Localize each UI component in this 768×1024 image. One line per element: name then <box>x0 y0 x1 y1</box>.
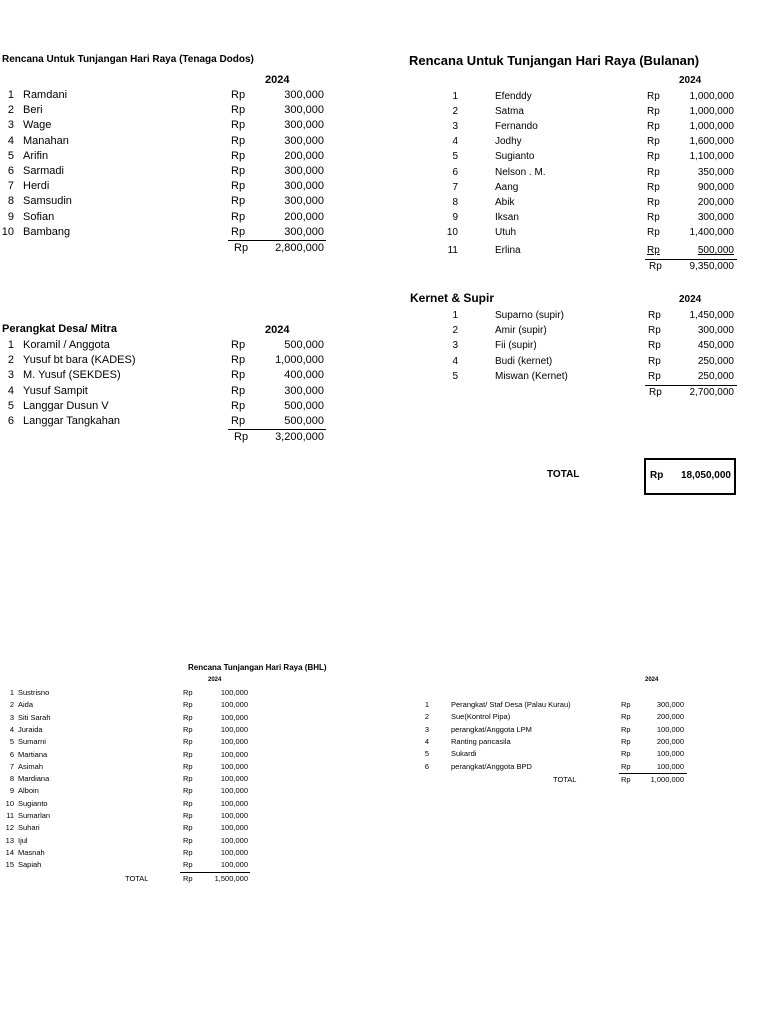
dodos-row-currency: Rp <box>231 180 246 193</box>
grand-total-box <box>644 458 736 495</box>
grand-total-currency: Rp <box>650 470 664 481</box>
dodos-row-number: 8 <box>7 195 14 208</box>
dodos-row-amount: 300,000 <box>284 89 324 101</box>
bulanan-row-number: 4 <box>452 136 458 148</box>
kernet-row-amount: 450,000 <box>697 340 734 352</box>
bulanan-row-currency: Rp <box>647 151 660 163</box>
dodos-row-amount: 300,000 <box>284 225 324 238</box>
staf-row-name: Ranting pancasila <box>451 736 511 746</box>
kernet-row-number: 5 <box>452 370 458 382</box>
desa-row-currency: Rp <box>231 384 246 397</box>
bhl-row-currency: Rp <box>183 786 193 796</box>
bhl-row-currency: Rp <box>183 761 193 771</box>
bhl-row-name: Juraida <box>18 724 43 734</box>
bhl-row-number: 3 <box>9 712 14 722</box>
bhl-row-number: 9 <box>9 786 14 796</box>
desa-row-currency: Rp <box>231 369 246 382</box>
staf-row-amount: 200,000 <box>656 736 684 746</box>
bulanan-row-number: 5 <box>452 151 458 163</box>
bhl-row-name: Asimah <box>18 761 44 771</box>
bhl-row-number: 8 <box>9 774 14 784</box>
kernet-total-divider <box>645 385 737 386</box>
bhl-row-name: Sugianto <box>18 798 48 808</box>
bulanan-total-divider <box>645 259 737 260</box>
desa-row-amount: 1,000,000 <box>275 354 324 367</box>
staf-row-currency: Rp <box>621 712 631 722</box>
bulanan-row-currency: Rp <box>647 196 660 208</box>
desa-row-amount: 300,000 <box>284 384 324 397</box>
staf-row-amount: 200,000 <box>656 712 684 722</box>
bhl-row-currency: Rp <box>183 811 193 820</box>
staf-total-currency: Rp <box>621 774 631 784</box>
bhl-row-number: 11 <box>6 811 14 820</box>
bhl-row-name: Sustrisno <box>18 688 50 697</box>
bulanan-row-number: 8 <box>452 196 458 208</box>
dodos-row-amount: 300,000 <box>284 165 324 177</box>
dodos-row-amount: 300,000 <box>284 104 324 117</box>
bulanan-row-number: 10 <box>446 226 458 238</box>
bulanan-row-number: 7 <box>452 181 458 193</box>
bhl-row-number: 5 <box>9 737 14 747</box>
bhl-row-name: Sumarni <box>18 737 46 747</box>
dodos-row-number: 7 <box>7 180 14 193</box>
bhl-row-name: Sumarlan <box>18 811 51 820</box>
dodos-row-amount: 300,000 <box>284 134 324 147</box>
bhl-row-number: 6 <box>9 749 14 759</box>
bhl-row-number: 13 <box>5 835 14 845</box>
bhl-row-number: 10 <box>5 798 14 808</box>
staf-row-name: perangkat/Anggota BPD <box>451 761 532 771</box>
grand-total-label: TOTAL <box>547 469 580 480</box>
bhl-row-name: Mardiana <box>18 774 50 784</box>
kernet-row-name: Budi (kernet) <box>495 355 553 367</box>
dodos-title: Rencana Untuk Tunjangan Hari Raya (Tenaga Dodos) <box>2 54 254 65</box>
bulanan-year: 2024 <box>679 75 702 86</box>
bulanan-row-name: Efenddy <box>495 91 532 102</box>
bhl-row-name: Alboin <box>18 786 39 796</box>
kernet-row-name: Suparno (supir) <box>495 310 564 321</box>
desa-year: 2024 <box>265 324 290 336</box>
kernet-row-name: Fii (supir) <box>495 340 537 352</box>
desa-row-name: Langgar Tangkahan <box>23 415 121 427</box>
staf-row-name: Perangkat/ Staf Desa (Palau Kurau) <box>451 700 571 709</box>
bulanan-row-amount: 500,000 <box>697 245 734 256</box>
kernet-row-amount: 300,000 <box>697 325 734 337</box>
bulanan-row-amount: 1,400,000 <box>689 226 734 238</box>
staf-row-name: Sue(Kontrol Pipa) <box>451 712 511 722</box>
dodos-row-name: Bambang <box>23 225 71 238</box>
kernet-row-currency: Rp <box>648 325 661 337</box>
bhl-row-amount: 100,000 <box>220 774 248 784</box>
kernet-year: 2024 <box>679 294 702 305</box>
staf-year: 2024 <box>645 677 659 683</box>
kernet-total-amount: 2,700,000 <box>689 387 734 398</box>
staf-total-amount: 1,000,000 <box>650 774 684 784</box>
bulanan-row-name: Nelson . M. <box>495 166 546 178</box>
staf-row-number: 1 <box>424 700 429 709</box>
kernet-row-amount: 250,000 <box>697 370 734 382</box>
dodos-row-number: 6 <box>7 165 14 177</box>
kernet-row-name: Miswan (Kernet) <box>495 370 568 382</box>
bhl-row-number: 1 <box>9 688 14 697</box>
dodos-row-number: 1 <box>7 89 14 101</box>
bhl-row-number: 15 <box>5 860 14 870</box>
kernet-row-currency: Rp <box>648 310 661 321</box>
bhl-row-amount: 100,000 <box>220 761 248 771</box>
bulanan-row-amount: 900,000 <box>697 181 734 193</box>
staf-row-amount: 100,000 <box>656 749 684 759</box>
desa-row-name: Yusuf bt bara (KADES) <box>23 354 136 367</box>
kernet-row-number: 2 <box>452 325 458 337</box>
dodos-row-name: Wage <box>23 119 52 132</box>
desa-row-currency: Rp <box>231 399 246 412</box>
bulanan-title: Rencana Untuk Tunjangan Hari Raya (Bulanan) <box>409 53 700 68</box>
dodos-row-number: 3 <box>7 119 14 132</box>
dodos-row-name: Beri <box>23 104 43 117</box>
bulanan-total-amount: 9,350,000 <box>689 261 734 273</box>
staf-total-divider <box>619 773 687 774</box>
dodos-row-name: Samsudin <box>23 195 72 208</box>
bhl-row-currency: Rp <box>183 847 193 857</box>
bulanan-row-name: Sugianto <box>495 151 535 163</box>
bhl-row-amount: 100,000 <box>220 749 248 759</box>
bulanan-row-number: 11 <box>447 245 458 256</box>
bhl-row-name: Sapiah <box>18 860 42 870</box>
bhl-row-amount: 100,000 <box>220 688 248 697</box>
kernet-row-amount: 250,000 <box>697 355 734 367</box>
bulanan-row-number: 9 <box>452 211 458 223</box>
bulanan-row-amount: 1,100,000 <box>689 151 734 163</box>
dodos-row-amount: 300,000 <box>284 195 324 208</box>
staf-row-currency: Rp <box>621 724 631 734</box>
dodos-row-number: 10 <box>1 225 14 238</box>
kernet-total-currency: Rp <box>649 387 662 398</box>
bhl-row-name: Siti Sarah <box>18 712 51 722</box>
bulanan-row-amount: 1,600,000 <box>689 136 734 148</box>
bhl-row-currency: Rp <box>183 737 193 747</box>
bhl-row-name: Suhari <box>18 823 40 833</box>
bhl-row-name: Martiana <box>18 749 48 759</box>
kernet-row-currency: Rp <box>648 355 661 367</box>
desa-row-name: Yusuf Sampit <box>23 384 88 397</box>
bulanan-row-number: 6 <box>452 166 458 178</box>
desa-row-number: 5 <box>7 399 14 412</box>
bulanan-row-name: Aang <box>495 181 519 193</box>
bulanan-row-number: 3 <box>452 121 458 133</box>
desa-row-amount: 500,000 <box>284 339 324 351</box>
dodos-row-amount: 200,000 <box>284 210 324 223</box>
dodos-row-name: Sofian <box>23 210 55 223</box>
bulanan-row-currency: Rp <box>647 121 660 133</box>
bulanan-row-amount: 350,000 <box>697 166 734 178</box>
bhl-row-amount: 100,000 <box>220 823 248 833</box>
bhl-row-amount: 100,000 <box>220 798 248 808</box>
kernet-row-amount: 1,450,000 <box>689 310 734 321</box>
bulanan-row-name: Jodhy <box>495 136 522 148</box>
desa-row-currency: Rp <box>231 415 246 427</box>
dodos-row-name: Sarmadi <box>23 165 64 177</box>
bulanan-row-currency: Rp <box>647 245 660 256</box>
kernet-row-number: 4 <box>452 355 458 367</box>
dodos-row-number: 2 <box>7 104 14 117</box>
bulanan-row-currency: Rp <box>647 91 660 102</box>
desa-row-amount: 500,000 <box>284 399 324 412</box>
bulanan-row-name: Fernando <box>495 121 538 133</box>
bhl-total-currency: Rp <box>183 873 193 883</box>
dodos-total-divider <box>228 240 326 241</box>
bhl-row-amount: 100,000 <box>220 737 248 747</box>
bhl-row-amount: 100,000 <box>220 712 248 722</box>
bulanan-row-amount: 300,000 <box>697 211 734 223</box>
bhl-total-amount: 1,500,000 <box>214 873 248 883</box>
dodos-row-name: Arifin <box>23 149 49 162</box>
kernet-row-currency: Rp <box>648 370 661 382</box>
grand-total-amount: 18,050,000 <box>680 470 731 481</box>
staf-row-number: 2 <box>424 712 429 722</box>
bhl-row-amount: 100,000 <box>220 847 248 857</box>
dodos-row-currency: Rp <box>231 89 246 101</box>
bulanan-row-number: 1 <box>452 91 458 102</box>
bhl-total-divider <box>180 872 250 873</box>
bhl-row-currency: Rp <box>183 712 193 722</box>
desa-total-amount: 3,200,000 <box>275 431 324 444</box>
desa-row-number: 1 <box>7 339 14 351</box>
bhl-row-amount: 100,000 <box>220 786 248 796</box>
bhl-row-amount: 100,000 <box>220 700 248 710</box>
dodos-row-currency: Rp <box>231 104 246 117</box>
bulanan-row-amount: 1,000,000 <box>689 106 734 118</box>
dodos-row-currency: Rp <box>231 210 246 223</box>
bhl-row-number: 14 <box>5 847 14 857</box>
bhl-row-currency: Rp <box>183 724 193 734</box>
bhl-year: 2024 <box>208 677 222 683</box>
bhl-row-currency: Rp <box>183 860 193 870</box>
staf-row-amount: 300,000 <box>656 700 684 709</box>
dodos-row-name: Herdi <box>23 180 50 193</box>
dodos-row-currency: Rp <box>231 165 246 177</box>
bulanan-row-name: Utuh <box>495 226 517 238</box>
dodos-row-currency: Rp <box>231 195 246 208</box>
desa-row-name: Koramil / Anggota <box>23 339 110 351</box>
kernet-row-name: Amir (supir) <box>495 325 547 337</box>
dodos-row-currency: Rp <box>231 149 246 162</box>
bhl-row-currency: Rp <box>183 700 193 710</box>
bhl-row-currency: Rp <box>183 774 193 784</box>
bhl-row-currency: Rp <box>183 798 193 808</box>
bhl-row-currency: Rp <box>183 749 193 759</box>
desa-row-amount: 400,000 <box>284 369 324 382</box>
dodos-total-currency: Rp <box>234 242 249 254</box>
staf-row-amount: 100,000 <box>656 761 684 771</box>
desa-title: Perangkat Desa/ Mitra <box>2 323 117 335</box>
staf-row-currency: Rp <box>621 700 631 709</box>
bulanan-row-currency: Rp <box>647 181 660 193</box>
bhl-row-currency: Rp <box>183 688 193 697</box>
dodos-row-number: 5 <box>7 149 14 162</box>
dodos-row-currency: Rp <box>231 225 246 238</box>
staf-row-amount: 100,000 <box>656 724 684 734</box>
dodos-year: 2024 <box>265 74 290 86</box>
kernet-row-number: 3 <box>452 340 458 352</box>
staf-row-number: 5 <box>424 749 429 759</box>
bulanan-row-name: Iksan <box>495 211 519 223</box>
kernet-title: Kernet & Supir <box>410 291 495 305</box>
dodos-row-currency: Rp <box>231 134 246 147</box>
dodos-row-number: 4 <box>7 134 14 147</box>
desa-row-number: 2 <box>7 354 14 367</box>
bhl-row-amount: 100,000 <box>220 860 248 870</box>
staf-row-currency: Rp <box>621 749 631 759</box>
bhl-row-name: Ijul <box>18 835 28 845</box>
bulanan-row-number: 2 <box>452 106 458 118</box>
desa-row-number: 3 <box>7 369 14 382</box>
bulanan-row-amount: 1,000,000 <box>689 91 734 102</box>
staf-row-number: 6 <box>424 761 429 771</box>
bhl-row-amount: 100,000 <box>220 811 248 820</box>
bhl-total-label: TOTAL <box>125 873 149 883</box>
bhl-title: Rencana Tunjangan Hari Raya (BHL) <box>188 663 327 672</box>
desa-row-currency: Rp <box>231 339 246 351</box>
bulanan-row-name: Abik <box>495 196 515 208</box>
staf-row-name: Sukardi <box>451 749 477 759</box>
desa-row-name: Langgar Dusun V <box>23 399 109 412</box>
bhl-row-name: Aida <box>18 700 34 710</box>
desa-row-currency: Rp <box>231 354 246 367</box>
bhl-row-name: Masnah <box>18 847 45 857</box>
bulanan-row-name: Erlina <box>495 245 521 256</box>
desa-total-currency: Rp <box>234 431 249 444</box>
desa-row-amount: 500,000 <box>284 415 324 427</box>
bulanan-row-name: Satma <box>495 106 524 118</box>
dodos-row-amount: 200,000 <box>284 149 324 162</box>
desa-row-number: 4 <box>7 384 14 397</box>
bulanan-row-currency: Rp <box>647 136 660 148</box>
bhl-row-amount: 100,000 <box>220 835 248 845</box>
bulanan-row-amount: 1,000,000 <box>689 121 734 133</box>
bulanan-row-currency: Rp <box>647 226 660 238</box>
dodos-row-name: Manahan <box>23 134 69 147</box>
desa-total-divider <box>228 429 326 430</box>
dodos-row-currency: Rp <box>231 119 246 132</box>
dodos-row-amount: 300,000 <box>284 119 324 132</box>
bulanan-row-currency: Rp <box>647 211 660 223</box>
bhl-row-number: 4 <box>9 724 14 734</box>
kernet-row-number: 1 <box>452 310 458 321</box>
bulanan-row-currency: Rp <box>647 166 660 178</box>
bhl-row-currency: Rp <box>183 835 193 845</box>
bhl-row-number: 12 <box>5 823 14 833</box>
bhl-row-number: 2 <box>9 700 14 710</box>
bulanan-row-amount: 200,000 <box>697 196 734 208</box>
desa-row-name: M. Yusuf (SEKDES) <box>23 369 121 382</box>
dodos-row-name: Ramdani <box>23 89 68 101</box>
desa-row-number: 6 <box>7 415 14 427</box>
staf-total-label: TOTAL <box>553 774 577 784</box>
staf-row-number: 3 <box>424 724 429 734</box>
bulanan-row-currency: Rp <box>647 106 660 118</box>
bhl-row-currency: Rp <box>183 823 193 833</box>
staf-row-name: perangkat/Anggota LPM <box>451 724 532 734</box>
kernet-row-currency: Rp <box>648 340 661 352</box>
dodos-row-amount: 300,000 <box>284 180 324 193</box>
bulanan-total-currency: Rp <box>649 261 662 273</box>
bhl-row-amount: 100,000 <box>220 724 248 734</box>
staf-row-currency: Rp <box>621 761 631 771</box>
bhl-row-number: 7 <box>9 761 14 771</box>
dodos-row-number: 9 <box>7 210 14 223</box>
staf-row-currency: Rp <box>621 736 631 746</box>
staf-row-number: 4 <box>424 736 429 746</box>
dodos-total-amount: 2,800,000 <box>275 242 324 254</box>
